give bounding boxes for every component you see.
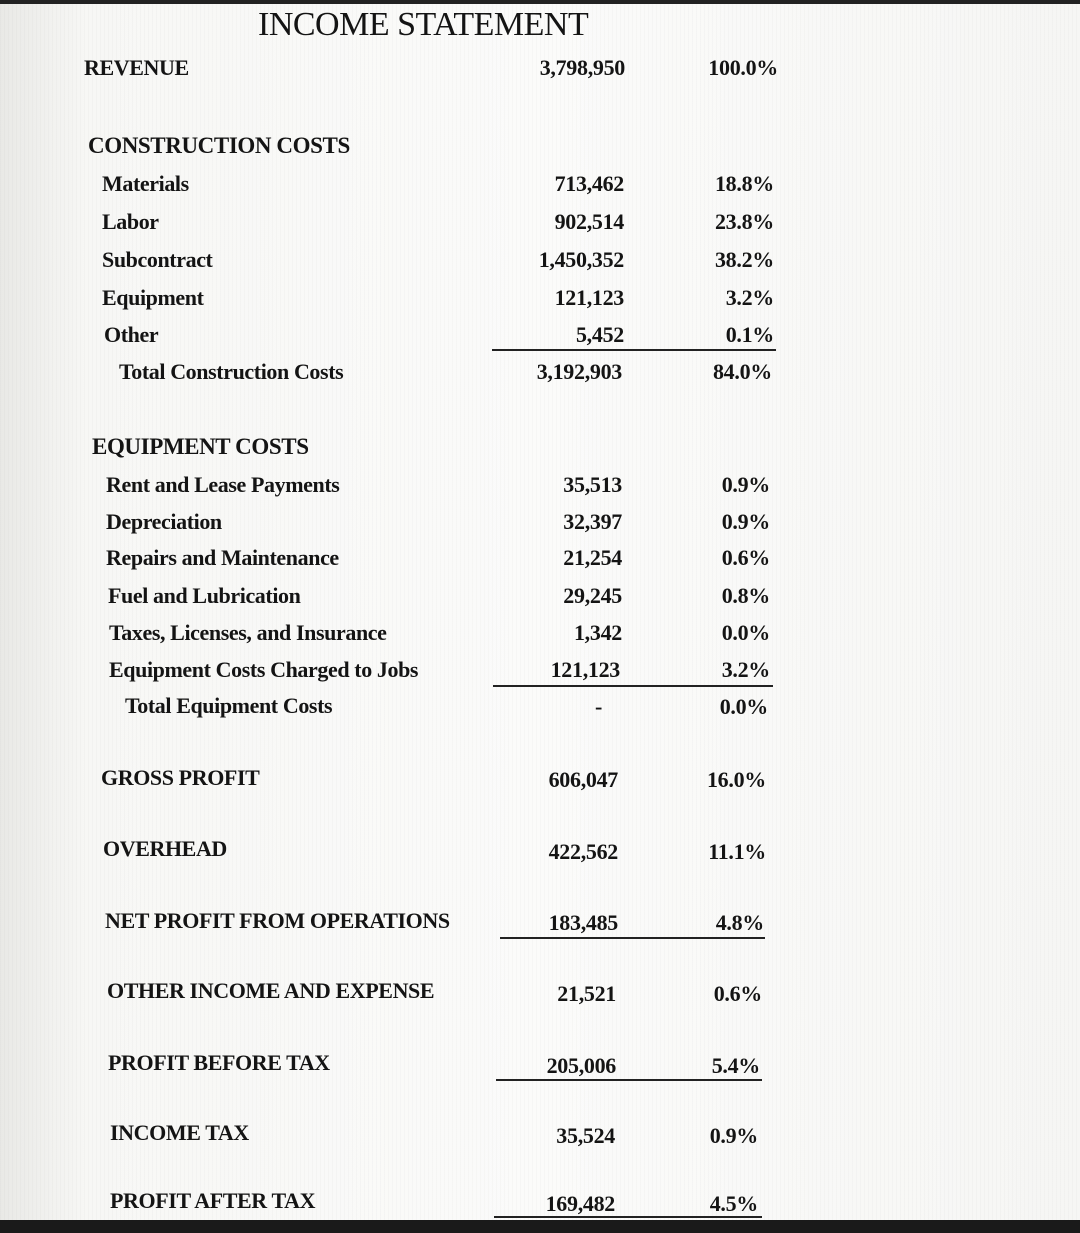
construction-item-percent: 0.1% (725, 322, 774, 347)
construction-subtotal-rule (492, 349, 776, 351)
net-profit-rule (500, 937, 765, 939)
construction-item-percent: 38.2% (714, 247, 774, 272)
equipment-item-percent: 0.9% (721, 509, 770, 534)
income-tax-percent: 0.9% (709, 1123, 758, 1148)
other-income-expense-label: OTHER INCOME AND EXPENSE (107, 978, 435, 1003)
overhead-amount: 422,562 (548, 839, 618, 864)
equipment-costs-heading: EQUIPMENT COSTS (92, 434, 309, 459)
net-profit-operations-percent: 4.8% (715, 910, 764, 935)
construction-item-amount: 1,450,352 (538, 247, 624, 272)
profit-after-tax-label: PROFIT AFTER TAX (110, 1188, 316, 1213)
equipment-item-percent: 0.0% (721, 620, 770, 645)
equipment-item-amount: 21,254 (563, 545, 622, 570)
revenue-percent: 100.0% (708, 55, 778, 80)
other-income-expense-amount: 21,521 (557, 981, 616, 1006)
equipment-item-amount: 32,397 (563, 509, 622, 534)
income-tax-amount: 35,524 (556, 1123, 615, 1148)
construction-item-label: Subcontract (102, 247, 213, 272)
equipment-item-amount: 29,245 (563, 583, 622, 608)
overhead-percent: 11.1% (708, 839, 766, 864)
construction-item-percent: 23.8% (714, 209, 774, 234)
gross-profit-percent: 16.0% (706, 767, 766, 792)
profit-before-tax-rule (496, 1079, 762, 1081)
construction-costs-heading: CONSTRUCTION COSTS (88, 133, 350, 158)
equipment-item-label: Depreciation (106, 509, 222, 534)
construction-item-label: Labor (102, 209, 159, 234)
bottom-edge (0, 1220, 1080, 1233)
overhead-label: OVERHEAD (103, 836, 227, 861)
profit-after-tax-rule (494, 1216, 762, 1218)
profit-after-tax-amount: 169,482 (545, 1191, 615, 1216)
construction-item-label: Equipment (102, 285, 204, 310)
equipment-item-percent: 0.8% (721, 583, 770, 608)
other-income-expense-percent: 0.6% (713, 981, 762, 1006)
equipment-item-label: Repairs and Maintenance (106, 545, 339, 570)
equipment-item-amount: 121,123 (550, 657, 620, 682)
construction-item-percent: 3.2% (725, 285, 774, 310)
gross-profit-amount: 606,047 (548, 767, 618, 792)
profit-before-tax-amount: 205,006 (546, 1053, 616, 1078)
revenue-amount: 3,798,950 (539, 55, 625, 80)
equipment-total-label: Total Equipment Costs (125, 693, 333, 718)
construction-item-percent: 18.8% (714, 171, 774, 196)
page-title: INCOME STATEMENT (258, 6, 589, 43)
construction-total-percent: 84.0% (712, 359, 772, 384)
equipment-item-percent: 3.2% (721, 657, 770, 682)
equipment-item-percent: 0.6% (721, 545, 770, 570)
construction-item-amount: 713,462 (554, 171, 624, 196)
construction-item-amount: 121,123 (554, 285, 624, 310)
net-profit-operations-label: NET PROFIT FROM OPERATIONS (105, 908, 450, 933)
profit-before-tax-percent: 5.4% (711, 1053, 760, 1078)
equipment-item-amount: 35,513 (563, 472, 622, 497)
equipment-item-label: Fuel and Lubrication (108, 583, 301, 608)
profit-before-tax-label: PROFIT BEFORE TAX (108, 1050, 330, 1075)
equipment-item-amount: 1,342 (573, 620, 622, 645)
equipment-item-label: Taxes, Licenses, and Insurance (109, 620, 387, 645)
construction-item-label: Other (104, 322, 159, 347)
income-tax-label: INCOME TAX (110, 1120, 249, 1145)
construction-item-amount: 5,452 (575, 322, 624, 347)
gross-profit-label: GROSS PROFIT (101, 765, 260, 790)
profit-after-tax-percent: 4.5% (709, 1191, 758, 1216)
net-profit-operations-amount: 183,485 (548, 910, 618, 935)
equipment-total-amount: - (594, 694, 602, 719)
equipment-item-label: Rent and Lease Payments (106, 472, 340, 497)
construction-item-amount: 902,514 (554, 209, 624, 234)
equipment-item-label: Equipment Costs Charged to Jobs (109, 657, 419, 682)
construction-total-label: Total Construction Costs (119, 359, 344, 384)
equipment-item-percent: 0.9% (721, 472, 770, 497)
equipment-total-percent: 0.0% (719, 694, 768, 719)
construction-item-label: Materials (102, 171, 189, 196)
construction-total-amount: 3,192,903 (536, 359, 622, 384)
revenue-label: REVENUE (84, 55, 189, 80)
equipment-subtotal-rule (493, 685, 773, 687)
